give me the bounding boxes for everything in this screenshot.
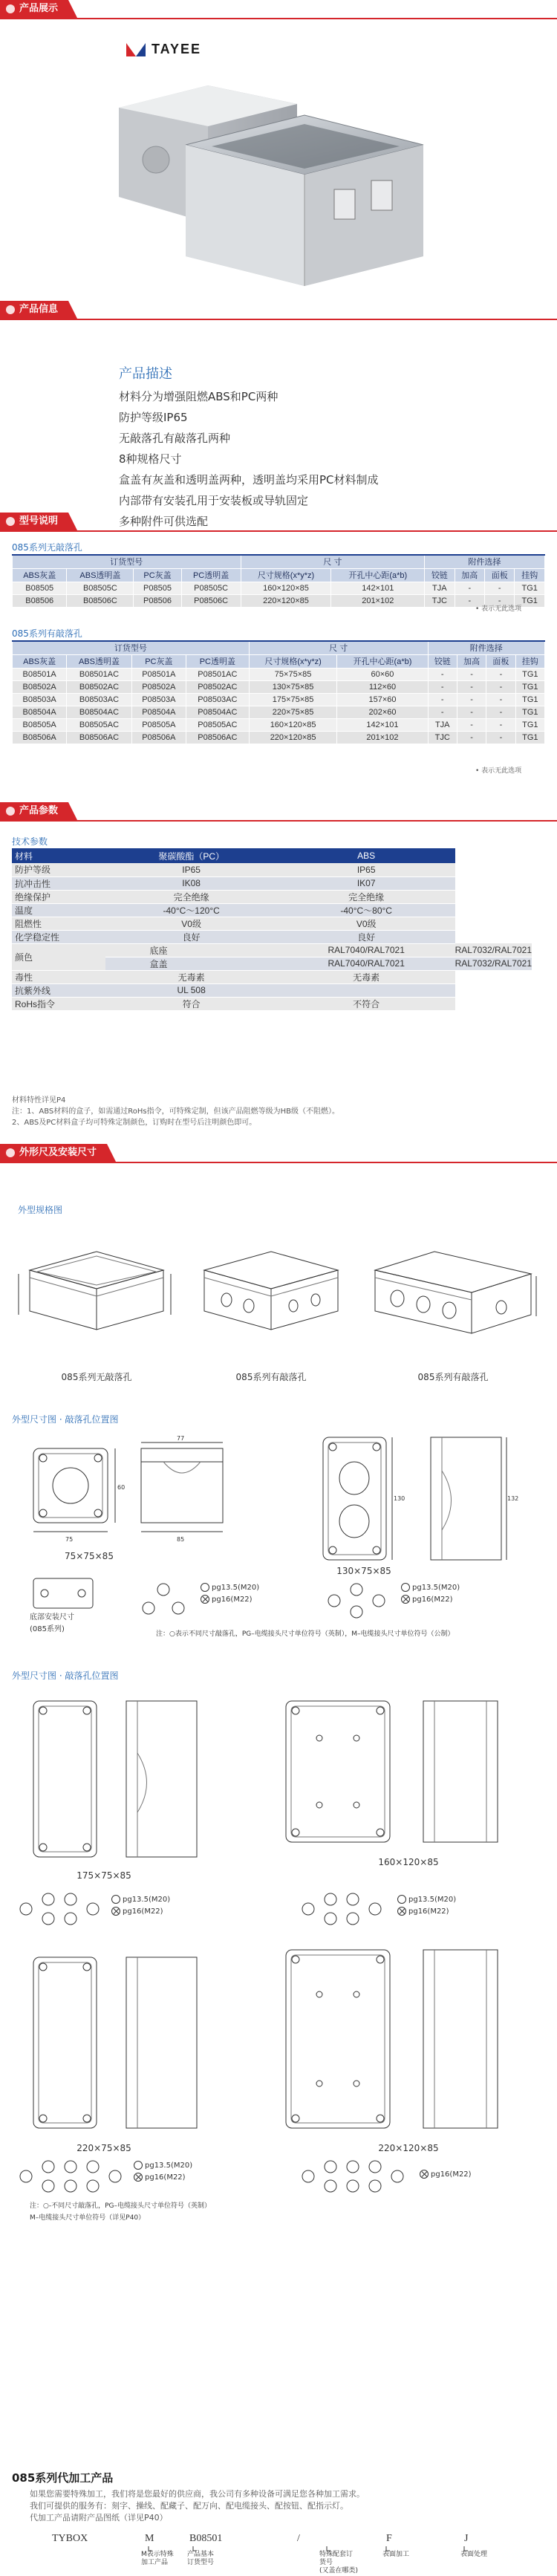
drawing-175x75-side <box>119 1694 208 1864</box>
table-cell: - <box>486 718 515 731</box>
pg-label: pg13.5(M20) <box>212 1584 260 1592</box>
tech-pc-value: RAL7040/RAL7021 <box>278 957 455 970</box>
section-bar-info <box>0 301 557 320</box>
column-header: PC灰盖 <box>134 568 181 582</box>
group-header: 附件选择 <box>428 641 544 654</box>
tech-row <box>12 890 532 903</box>
dim-label: 77 <box>177 1435 185 1442</box>
code-segment: / <box>297 2533 300 2544</box>
tech-subkey: 底座 <box>105 943 278 957</box>
table-cell: B08504A <box>13 706 67 718</box>
table-cell: TG1 <box>515 706 544 718</box>
pg-label: pg16(M22) <box>145 2173 186 2182</box>
table-cell: TG1 <box>515 594 545 607</box>
tech-header-abs: ABS <box>278 848 455 863</box>
table-row <box>13 731 545 744</box>
table-cell: - <box>486 680 515 693</box>
knockout-legend-4 <box>397 1894 456 1918</box>
cross-circle-icon <box>134 2173 143 2182</box>
column-header: 铰链 <box>425 568 455 582</box>
tech-abs-value: 不符合 <box>278 997 455 1010</box>
column-header: PC灰盖 <box>131 654 186 668</box>
table-cell: TG1 <box>515 668 544 680</box>
table-cell: 175×75×85 <box>249 693 337 706</box>
group-header: 订货型号 <box>13 555 241 568</box>
table-cell: 130×75×85 <box>249 680 337 693</box>
drawing-130x75-front <box>312 1426 405 1575</box>
table-cell: P08505 <box>134 582 181 594</box>
table-row <box>13 706 545 718</box>
table-cell: 160×120×85 <box>241 582 331 594</box>
outline-drawing-3 <box>364 1233 542 1352</box>
table1-note: • 表示无此选项 <box>475 605 522 613</box>
table-cell: TG1 <box>515 680 544 693</box>
table-cell: B08501A <box>13 668 67 680</box>
table-cell: - <box>457 680 486 693</box>
table-cell: P08506 <box>134 594 181 607</box>
outline-caption: 085系列无敲落孔 <box>61 1372 132 1382</box>
table-cell: 201×102 <box>337 731 428 744</box>
tech-key: 防护等级 <box>12 863 105 876</box>
section-title-display: 产品展示 <box>0 0 68 18</box>
table-cell: TG1 <box>515 693 544 706</box>
circle-icon <box>111 1895 120 1904</box>
tech-abs-value: IK07 <box>278 876 455 890</box>
tech-abs-value: 完全绝缘 <box>278 890 455 903</box>
cross-circle-icon <box>420 2170 429 2179</box>
code-segment: TYBOX <box>52 2533 88 2544</box>
outline-caption: 085系列有敲落孔 <box>235 1372 307 1382</box>
table-cell: 60×60 <box>337 668 428 680</box>
table-cell: B08502AC <box>67 680 131 693</box>
base-label-text: 底部安装尺寸 <box>30 1613 74 1622</box>
table-cell: B08506 <box>13 594 67 607</box>
section-title-params: 产品参数 <box>0 802 68 820</box>
size-caption: 75×75×85 <box>65 1551 114 1561</box>
knockout-legend-3 <box>111 1894 170 1918</box>
code-label: 产品基本 订货型号 <box>187 2551 215 2566</box>
tech-row <box>12 970 532 983</box>
tech-key: 毒性 <box>12 970 105 983</box>
tech-key: 绝缘保护 <box>12 890 105 903</box>
oem-line: 如果您需要特殊加工，我们将是您最好的供应商，我公司有多种设备可满足您各种加工需求。 <box>30 2489 365 2499</box>
tech-pc-value: IP65 <box>105 863 278 876</box>
section-bar-display <box>0 0 557 19</box>
table-cell: - <box>485 594 515 607</box>
column-header: ABS透明盖 <box>67 654 131 668</box>
table-cell: P08504AC <box>186 706 249 718</box>
tech-header-pc: 聚碳酸酯（PC） <box>105 848 278 863</box>
table-row <box>13 594 545 607</box>
tech-table <box>12 848 532 1011</box>
tech-row <box>12 943 532 957</box>
table-cell: - <box>486 668 515 680</box>
table-cell: B08505 <box>13 582 67 594</box>
description-line: 多种附件可供选配 <box>119 515 209 528</box>
description-line: 盒盖有灰盖和透明盖两种，透明盖均采用PC材料制成 <box>119 473 379 487</box>
description-line: 无敲落孔有敲落孔两种 <box>119 432 231 445</box>
table-cell: TG1 <box>515 731 544 744</box>
table-cell: - <box>428 693 457 706</box>
column-header: ABS灰盖 <box>13 654 67 668</box>
table-cell: - <box>455 594 484 607</box>
table-cell: B08505C <box>67 582 134 594</box>
drawing-220x75-side <box>119 1950 208 2136</box>
table-cell: P08502AC <box>186 680 249 693</box>
tech-row <box>12 930 532 943</box>
oem-title: 085系列代加工产品 <box>12 2471 114 2485</box>
table-cell: - <box>457 693 486 706</box>
tech-row <box>12 917 532 930</box>
tech-pc-value: -40°C～120°C <box>105 903 278 917</box>
tech-key: 温度 <box>12 903 105 917</box>
table-cell: - <box>457 731 486 744</box>
tech-key: 阻燃性 <box>12 917 105 930</box>
size-caption: 160×120×85 <box>378 1857 439 1867</box>
tech-notes <box>12 1095 339 1128</box>
tech-header-material: 材料 <box>12 848 105 863</box>
section-title-dims: 外形尺及安装尺寸 <box>0 1144 107 1162</box>
tech-pc-value: 完全绝缘 <box>105 890 278 903</box>
pg-label: pg16(M22) <box>123 1907 163 1916</box>
tech-row <box>12 983 532 997</box>
column-header: 面板 <box>485 568 515 582</box>
column-header: 开孔中心距(a*b) <box>331 568 425 582</box>
group-header: 订货型号 <box>13 641 250 654</box>
table-cell: 160×120×85 <box>249 718 337 731</box>
drawing-220x120-front <box>275 1942 401 2136</box>
tech-abs-value: RAL7032/RAL7021 <box>455 943 532 957</box>
tech-pc-value: 无毒素 <box>105 970 278 983</box>
table-cell: P08501AC <box>186 668 249 680</box>
table-cell: 220×120×85 <box>249 731 337 744</box>
column-header: 面板 <box>486 654 515 668</box>
pg-label: pg16(M22) <box>212 1596 253 1604</box>
description-title: 产品描述 <box>119 366 172 382</box>
table-row <box>13 680 545 693</box>
note1: 注：○表示不同尺寸敲落孔，PG–电缆接头尺寸单位符号（英制），M–电缆接头尺寸单位符号（公制） <box>156 1630 455 1638</box>
column-header: ABS透明盖 <box>67 568 134 582</box>
code-segment: J <box>464 2533 469 2544</box>
section-title-model: 型号说明 <box>0 513 68 530</box>
tech-abs-value: IP65 <box>278 863 455 876</box>
table-cell: - <box>428 668 457 680</box>
tech-note: 2、ABS及PC材料盒子均可特殊定制颜色，订购时在型号后注明颜色即可。 <box>12 1119 257 1127</box>
knockout-diagram-2 <box>319 1578 394 1623</box>
cross-circle-icon <box>111 1907 120 1916</box>
table2-title: 085系列有敲落孔 <box>12 628 82 639</box>
table-cell: P08506A <box>131 731 186 744</box>
cross-circle-icon <box>201 1595 209 1604</box>
dim-label: 75 <box>65 1536 74 1543</box>
table-cell: 202×60 <box>337 706 428 718</box>
table-cell: B08506A <box>13 731 67 744</box>
table2-note: • 表示无此选项 <box>475 767 522 775</box>
table-row <box>13 668 545 680</box>
tech-pc-value: 良好 <box>105 930 278 943</box>
tech-key: 抗冲击性 <box>12 876 105 890</box>
table-cell: P08505A <box>131 718 186 731</box>
description-line: 8种规格尺寸 <box>119 452 182 466</box>
tech-title: 技术参数 <box>12 836 48 847</box>
group-header: 尺 寸 <box>241 555 425 568</box>
table-cell: 112×60 <box>337 680 428 693</box>
knockout-diagram-5 <box>15 2158 134 2195</box>
knockout-diagram-6 <box>297 2158 416 2195</box>
pg-label: pg13.5(M20) <box>145 2162 193 2170</box>
table-cell: TJA <box>428 718 457 731</box>
column-header: 尺寸规格(x*y*z) <box>249 654 337 668</box>
table-cell: P08505C <box>181 582 241 594</box>
table-cell: B08505AC <box>67 718 131 731</box>
column-header: 挂钩 <box>515 654 544 668</box>
drawing-220x120-side <box>416 1942 512 2136</box>
drawing-75x75-side <box>134 1434 238 1545</box>
tech-key: RoHs指令 <box>12 997 105 1010</box>
pg-label: pg16(M22) <box>408 1907 449 1916</box>
description-line: 材料分为增强阻燃ABS和PC两种 <box>119 390 278 403</box>
outline-drawing-2 <box>189 1233 353 1352</box>
tech-abs-value: RAL7032/RAL7021 <box>455 958 532 969</box>
code-label: M表示特殊 加工产品 <box>141 2551 174 2566</box>
description-line: 内部带有安装孔用于安装板或导轨固定 <box>119 494 309 507</box>
table-cell: TJC <box>425 594 455 607</box>
column-header: 加高 <box>455 568 484 582</box>
table-cell: P08503A <box>131 693 186 706</box>
tech-abs-value: 良好 <box>278 930 455 943</box>
dim-label: 60 <box>117 1484 126 1491</box>
table-row <box>13 718 545 731</box>
outline-title: 外型规格图 <box>18 1205 63 1215</box>
table-cell: 220×120×85 <box>241 594 331 607</box>
drawing2-title: 外型尺寸图 · 敲落孔位置图 <box>12 1671 119 1681</box>
tech-note: 材料特性详见P4 <box>12 1096 66 1105</box>
drawing-160x120-side <box>416 1694 512 1850</box>
section-title-info: 产品信息 <box>0 301 68 319</box>
table-cell: B08502A <box>13 680 67 693</box>
tech-pc-value: V0级 <box>105 917 278 930</box>
tech-row <box>12 863 532 876</box>
table-cell: 157×60 <box>337 693 428 706</box>
pg-label: pg13.5(M20) <box>123 1896 171 1904</box>
oem-line: 我们可提供的服务有：刻字、操线、配藏子、配万向、配电缆接头、配按钮、配指示灯。 <box>30 2501 348 2511</box>
column-header: 开孔中心距(a*b) <box>337 654 428 668</box>
cross-circle-icon <box>401 1595 410 1604</box>
table-row <box>13 693 545 706</box>
table-cell: TG1 <box>515 718 544 731</box>
note2 <box>30 2200 211 2224</box>
column-header: 加高 <box>457 654 486 668</box>
table-cell: 201×102 <box>331 594 425 607</box>
code-label: 表面处理 <box>460 2551 488 2558</box>
tech-key: 化学稳定性 <box>12 930 105 943</box>
table-cell: - <box>486 693 515 706</box>
oem-text <box>30 2488 365 2524</box>
table-cell: - <box>457 706 486 718</box>
column-header: 铰链 <box>428 654 457 668</box>
tech-abs-value <box>278 983 455 997</box>
table-cell: - <box>485 582 515 594</box>
size-caption: 175×75×85 <box>76 1870 131 1881</box>
table-cell: B08505A <box>13 718 67 731</box>
table-cell: - <box>457 668 486 680</box>
table-cell: P08504A <box>131 706 186 718</box>
tech-row <box>12 903 532 917</box>
column-header: 挂钩 <box>515 568 545 582</box>
tech-row <box>12 876 532 890</box>
table-cell: B08506C <box>67 594 134 607</box>
table-cell: - <box>457 718 486 731</box>
column-header: PC透明盖 <box>186 654 249 668</box>
pg-label: pg13.5(M20) <box>408 1896 457 1904</box>
brand-logo <box>126 42 201 57</box>
tech-note: 注：1、ABS材料的盒子，如需通过RoHs指令，可特殊定制，但该产品阻燃等级为HB级（不阻燃）。 <box>12 1108 339 1116</box>
product-photo <box>111 63 446 286</box>
table-cell: 220×75×85 <box>249 706 337 718</box>
pg-label: pg16(M22) <box>412 1596 453 1604</box>
model-table-1 <box>12 554 545 608</box>
table-cell: P08501A <box>131 668 186 680</box>
knockout-legend-1 <box>201 1582 259 1606</box>
table-cell: P08506AC <box>186 731 249 744</box>
table1-title: 085系列无敲落孔 <box>12 542 82 553</box>
section-bar-model <box>0 513 557 532</box>
tech-abs-value: -40°C～80°C <box>278 903 455 917</box>
size-caption: 220×120×85 <box>378 2143 439 2153</box>
table-cell: - <box>428 706 457 718</box>
pg-label: pg16(M22) <box>431 2170 472 2179</box>
drawing1-title: 外型尺寸图 · 敲落孔位置图 <box>12 1414 119 1425</box>
table-row <box>13 582 545 594</box>
pg-label: pg13.5(M20) <box>412 1584 460 1592</box>
knockout-diagram-3 <box>15 1890 111 1928</box>
table-cell: B08506AC <box>67 731 131 744</box>
note2-line: 注：○-不同尺寸敲落孔，PG–电缆接头尺寸单位符号（英制） <box>30 2202 212 2210</box>
drawing-75x75-front <box>22 1434 126 1545</box>
column-header: PC透明盖 <box>181 568 241 582</box>
table-cell: P08502A <box>131 680 186 693</box>
table-cell: B08503AC <box>67 693 131 706</box>
size-caption: 130×75×85 <box>336 1566 391 1576</box>
description-line: 防护等级IP65 <box>119 411 188 424</box>
drawing-175x75-front <box>22 1694 111 1864</box>
product-description <box>119 364 379 532</box>
knockout-legend-2 <box>401 1582 460 1606</box>
group-header: 附件选择 <box>425 555 545 568</box>
brand-name: TAYEE <box>152 42 202 56</box>
table-cell: P08505AC <box>186 718 249 731</box>
knockout-legend-5 <box>134 2160 192 2184</box>
oem-line: 代加工产品请附产品图纸（详见P40） <box>30 2513 168 2523</box>
circle-icon <box>401 1583 410 1592</box>
drawing-220x75-front <box>22 1950 111 2136</box>
section-bar-params <box>0 802 557 822</box>
column-header: 尺寸规格(x*y*z) <box>241 568 331 582</box>
table-cell: TG1 <box>515 582 545 594</box>
table-cell: TJA <box>425 582 455 594</box>
knockout-diagram-1 <box>134 1578 193 1623</box>
table-cell: - <box>455 582 484 594</box>
tech-key: 抗紫外线 <box>12 983 105 997</box>
code-segment: M <box>145 2533 154 2544</box>
knockout-legend-6 <box>420 2169 472 2181</box>
table-cell: - <box>486 706 515 718</box>
table-cell: 75×75×85 <box>249 668 337 680</box>
circle-icon <box>201 1583 209 1592</box>
table-cell: 142×101 <box>337 718 428 731</box>
group-header: 尺 寸 <box>249 641 428 654</box>
dim-label: 85 <box>177 1536 185 1543</box>
tech-row <box>12 997 532 1010</box>
note2-line: M–电缆接头尺寸单位符号（详见P40） <box>30 2214 146 2222</box>
cross-circle-icon <box>397 1907 406 1916</box>
drawing-130x75-side <box>423 1426 520 1575</box>
code-label: 特殊配套订 货号 (又盖在哪类) <box>319 2551 359 2575</box>
table-cell: 142×101 <box>331 582 425 594</box>
table-cell: B08501AC <box>67 668 131 680</box>
base-mount-drawing <box>30 1575 97 1612</box>
tech-pc-value: IK08 <box>105 876 278 890</box>
tech-abs-value: V0级 <box>278 917 455 930</box>
logo-mark-icon <box>126 43 146 56</box>
model-table-2 <box>12 640 545 744</box>
drawing-160x120-front <box>275 1694 401 1850</box>
code-segment: B08501 <box>189 2533 223 2544</box>
column-header: ABS灰盖 <box>13 568 67 582</box>
circle-icon <box>397 1895 406 1904</box>
base-label <box>30 1612 74 1636</box>
tech-abs-value: 无毒素 <box>278 970 455 983</box>
tech-pc-value: 符合 <box>105 997 278 1010</box>
dim-label: 130 <box>394 1495 405 1502</box>
base-label-sub: (085系列) <box>30 1625 65 1633</box>
code-segment: F <box>386 2533 392 2544</box>
tech-pc-value: RAL7040/RAL7021 <box>278 943 455 957</box>
knockout-diagram-4 <box>297 1890 394 1928</box>
code-label: 表面加工 <box>382 2551 410 2558</box>
table-cell: B08504AC <box>67 706 131 718</box>
table-cell: TJC <box>428 731 457 744</box>
tech-subkey: 盒盖 <box>105 957 278 970</box>
circle-icon <box>134 2161 143 2170</box>
table-cell: P08506C <box>181 594 241 607</box>
table-cell: B08503A <box>13 693 67 706</box>
table-cell: - <box>486 731 515 744</box>
outline-drawing-1 <box>15 1233 178 1352</box>
table-cell: - <box>428 680 457 693</box>
dim-label: 132 <box>507 1495 519 1502</box>
tech-pc-value: UL 508 <box>105 983 278 997</box>
outline-caption: 085系列有敲落孔 <box>417 1372 489 1382</box>
size-caption: 220×75×85 <box>76 2143 131 2153</box>
section-bar-dims <box>0 1144 557 1163</box>
tech-key-color: 颜色 <box>12 943 105 970</box>
table-cell: P08503AC <box>186 693 249 706</box>
